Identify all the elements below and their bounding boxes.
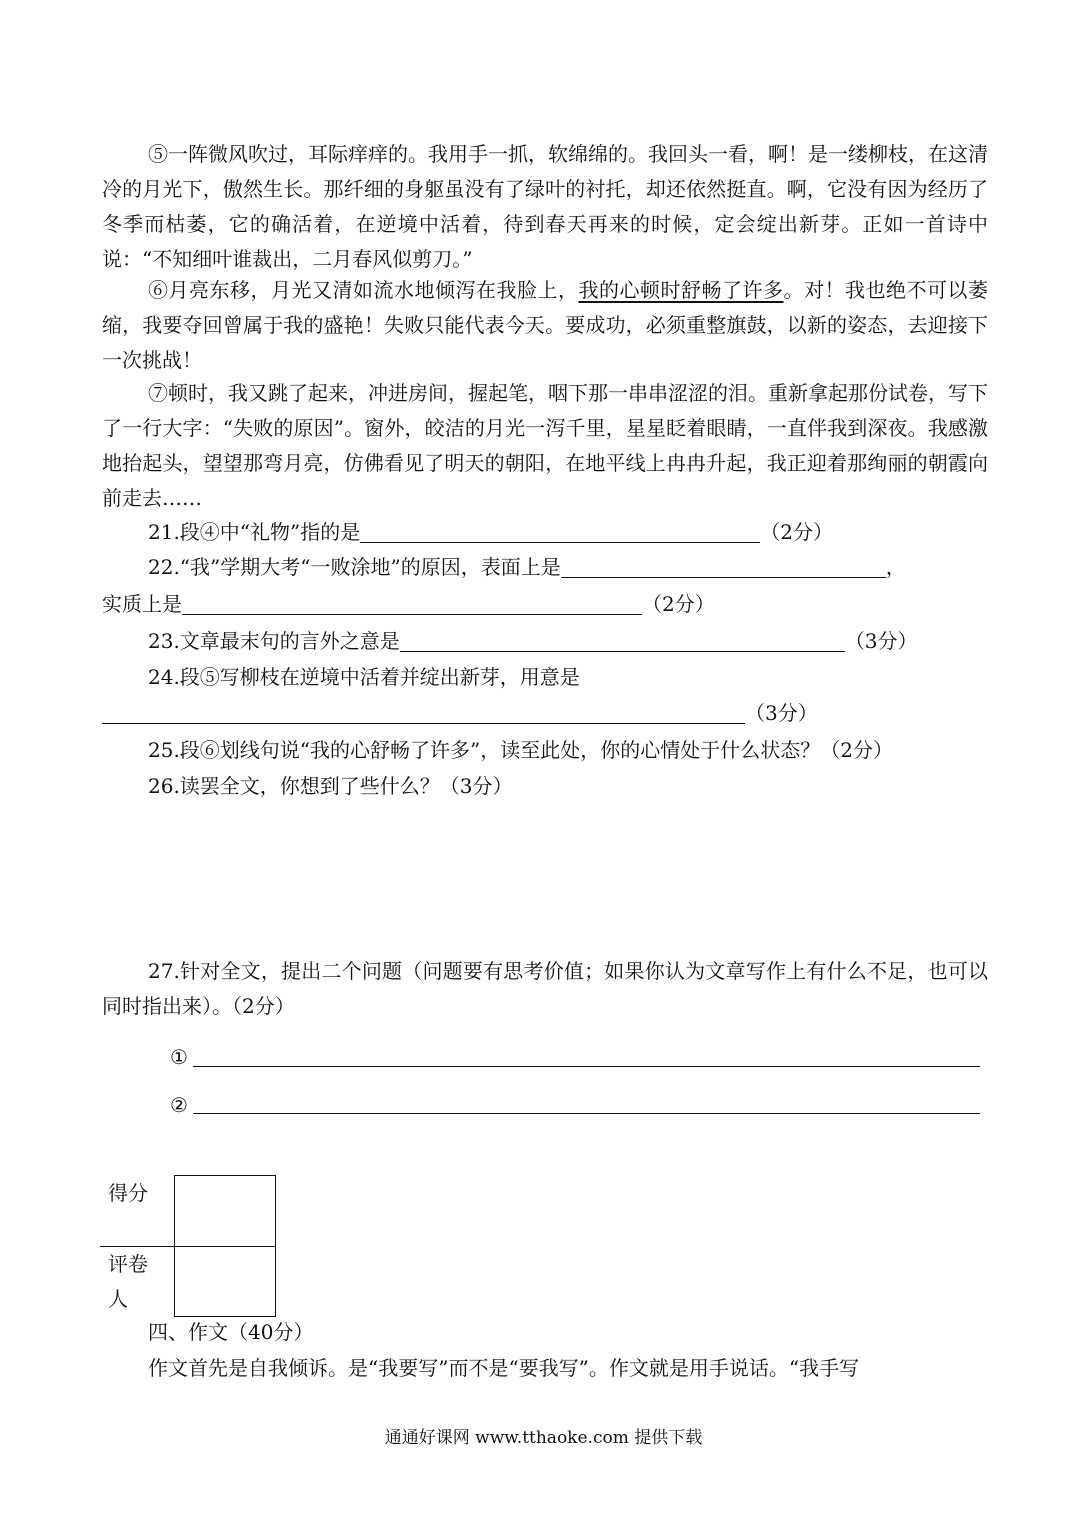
question-24-text: 24.段⑤写柳枝在逆境中活着并绽出新芽，用意是 (148, 665, 580, 689)
question-23-text: 23.文章最末句的言外之意是 (148, 629, 400, 653)
section-4-title: 四、作文（40分） (148, 1320, 314, 1344)
question-26: 26.读罢全文，你想到了些什么？（3分） (148, 774, 513, 798)
passage-paragraph-5: ⑤一阵微风吹过，耳际痒痒的。我用手一抓，软绵绵的。我回头一看，啊！是一缕柳枝，在这清冷的月光下，傲然生长。那纤细的身躯虽没有了绿叶的衬托，却还依然挺直。啊，它没有因为经历了冬季而枯萎，它的确活着，在逆境中活着，待到春天再来的时候，定会绽出新芽。正如一首诗中说：“不知细叶谁裁出，二月春风似剪刀。” (102, 142, 988, 271)
grader-row (100, 1246, 276, 1317)
question-22-score: （2分） (642, 592, 715, 616)
question-22-text2: 实质上是 (102, 592, 182, 616)
question-21-text: 21.段④中“礼物”指的是 (148, 520, 361, 544)
question-27-mark-1: ① (170, 1045, 188, 1069)
question-27-mark-2: ② (170, 1093, 188, 1117)
answer-line-27-2[interactable] (193, 1113, 980, 1114)
question-24 (148, 662, 580, 692)
answer-blank-24[interactable] (102, 701, 745, 724)
score-row (100, 1176, 276, 1247)
question-22-line2 (102, 589, 715, 619)
passage-paragraph-6 (102, 273, 988, 378)
question-27: 27.针对全文，提出二个问题（问题要有思考价值；如果你认为文章写作上有什么不足，也可以同时指出来）。（2分） (102, 959, 988, 1018)
score-box[interactable] (175, 1176, 276, 1247)
question-23-score: （3分） (844, 629, 918, 653)
question-25: 25.段⑥划线句说“我的心舒畅了许多”，读至此处，你的心情处于什么状态？（2分） (148, 738, 893, 762)
question-23 (148, 626, 918, 656)
score-label: 得分 (100, 1176, 175, 1247)
answer-blank-22-essence[interactable] (182, 592, 642, 615)
answer-blank-23[interactable] (400, 629, 845, 652)
question-21-score: （2分） (760, 520, 833, 544)
question-22-comma: ， (885, 555, 906, 579)
paragraph-6-end: 。对！我也绝不可以萎缩，我要夺回曾属于我的盛艳！失败只能代表今天。要成功，必须重整旗鼓，以新的姿态，去迎接下一次挑战！ (102, 278, 988, 372)
question-24-line2 (102, 698, 818, 728)
question-22 (148, 552, 906, 582)
section-4-intro: 作文首先是自我倾诉。是“我要写”而不是“要我写”。作文就是用手说话。“我手写 (148, 1356, 860, 1380)
paragraph-6-start: ⑥月亮东移，月光又清如流水地倾泻在我脸上， (148, 278, 579, 302)
passage-paragraph-7: ⑦顿时，我又跳了起来，冲进房间，握起笔，咽下那一串串涩涩的泪。重新拿起那份试卷，写下了一行大字：“失败的原因”。窗外，皎洁的月光一泻千里，星星眨着眼睛，一直伴我到深夜。我感激地抬起头，望望那弯月亮，仿佛看见了明天的朝阳，在地平线上冉冉升起，我正迎着那绚丽的朝霞向前走去…… (102, 381, 988, 510)
page-footer: 通通好课网 www.tthaoke.com 提供下载 (384, 1428, 703, 1448)
answer-blank-21[interactable] (360, 520, 760, 543)
question-24-score: （3分） (745, 701, 818, 725)
answer-blank-22-surface[interactable] (561, 555, 886, 578)
grader-label: 评卷人 (100, 1246, 175, 1317)
underlined-sentence: 我的心顿时舒畅了许多 (578, 278, 784, 302)
grader-box[interactable] (175, 1246, 276, 1317)
answer-line-27-1[interactable] (193, 1066, 980, 1067)
question-21 (148, 517, 833, 547)
score-table (100, 1175, 276, 1317)
question-22-text: 22.“我”学期大考“一败涂地”的原因，表面上是 (148, 555, 561, 579)
